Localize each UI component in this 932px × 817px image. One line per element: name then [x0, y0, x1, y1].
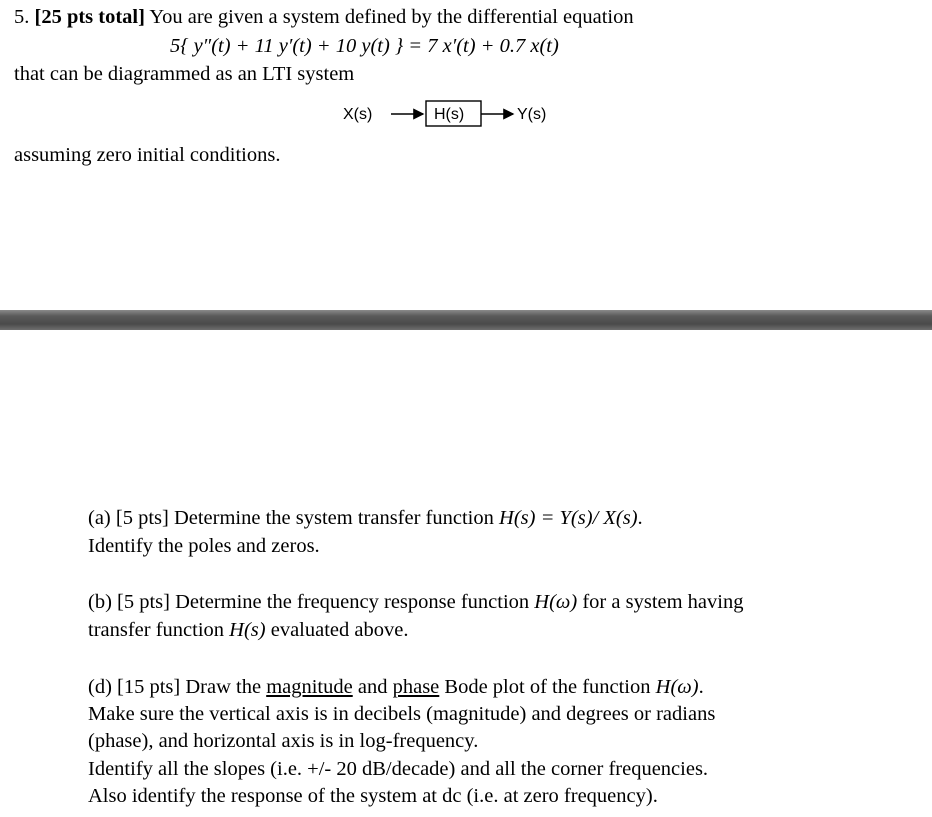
- part-d-period: .: [698, 676, 704, 698]
- part-d-line-4: Identify all the slopes (i.e. +/- 20 dB/decade) and all the corner frequencies.: [88, 758, 709, 780]
- part-d-line-1: [88, 674, 704, 700]
- part-d-underlined-phase: phase: [392, 676, 440, 698]
- part-b-line2-end: evaluated above.: [265, 619, 409, 641]
- part-d-underlined-magnitude: magnitude: [266, 676, 353, 698]
- points-label: [25 pts total]: [34, 6, 145, 28]
- problem-header: [14, 4, 634, 30]
- part-a-line-2: Identify the poles and zeros.: [88, 535, 320, 557]
- part-d-line-2: Make sure the vertical axis is in decibels (magnitude) and degrees or radians: [88, 703, 716, 725]
- part-b-text-end: for a system having: [577, 591, 744, 613]
- page-separator-bar: [0, 310, 932, 330]
- part-b-line-2: [88, 617, 408, 643]
- intro-text: You are given a system defined by the differential equation: [149, 6, 634, 28]
- part-d-text-2: Bode plot of the function: [439, 676, 656, 698]
- differential-equation: 5{ y″(t) + 11 y′(t) + 10 y(t) } = 7 x′(t) + 0.7 x(t): [170, 35, 559, 57]
- part-d-and: and: [352, 676, 393, 698]
- part-b-line2-formula: H(s): [229, 619, 266, 641]
- part-b-text: (b) [5 pts] Determine the frequency response function: [88, 591, 535, 613]
- block-diagram: [343, 99, 563, 129]
- part-b-formula: H(ω): [534, 591, 578, 613]
- part-a-formula: H(s) = Y(s)/ X(s): [499, 507, 638, 529]
- part-a-line-1: [88, 505, 643, 531]
- part-a-period: .: [637, 507, 643, 529]
- part-a-text: (a) [5 pts] Determine the system transfer function: [88, 507, 500, 529]
- part-d-text: (d) [15 pts] Draw the: [88, 676, 267, 698]
- intro-text-3: assuming zero initial conditions.: [14, 144, 281, 166]
- intro-text-2: that can be diagrammed as an LTI system: [14, 63, 355, 85]
- block-label: H(s): [434, 106, 465, 123]
- input-signal-label: X(s): [343, 106, 373, 123]
- part-b-line2-text: transfer function: [88, 619, 230, 641]
- part-d-line-3: (phase), and horizontal axis is in log-frequency.: [88, 730, 479, 752]
- part-d-line-5: Also identify the response of the system at dc (i.e. at zero frequency).: [88, 785, 658, 807]
- part-d-formula: H(ω): [655, 676, 699, 698]
- output-signal-label: Y(s): [517, 106, 547, 123]
- part-b-line-1: [88, 589, 743, 615]
- problem-number: 5.: [14, 6, 30, 28]
